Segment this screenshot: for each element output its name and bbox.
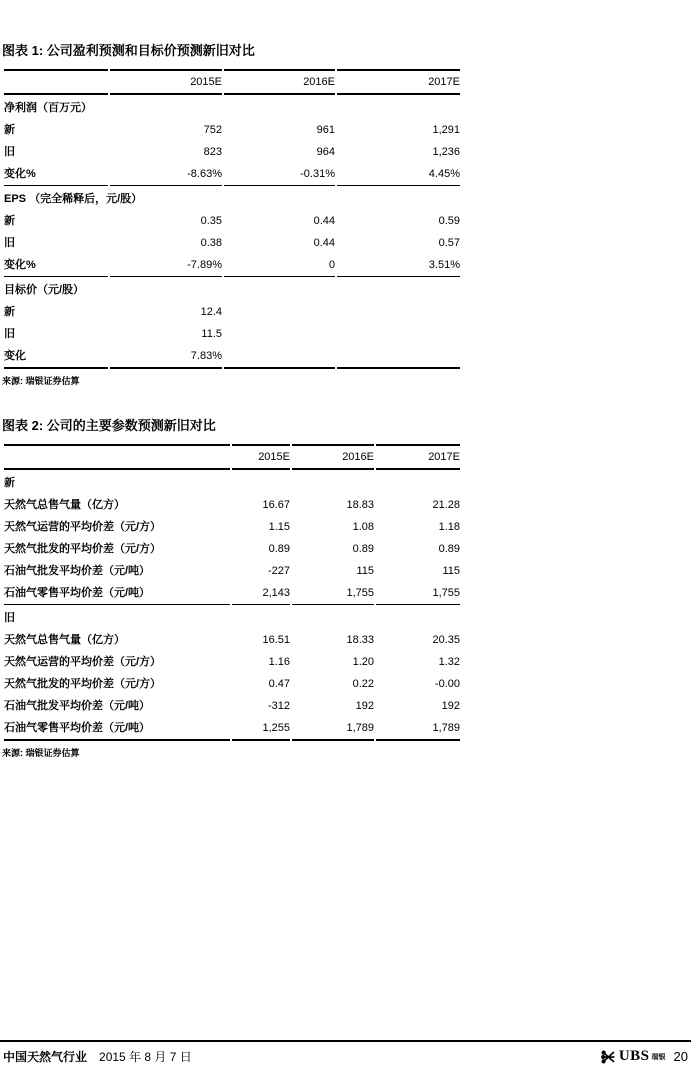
figure1-col-2017e: 2017E [337, 69, 460, 95]
cell-2017e [337, 345, 460, 369]
ubs-logo-text: UBS [618, 1048, 650, 1064]
section-header-row [4, 470, 460, 494]
section-header-old: 旧 [4, 612, 15, 624]
section-header-targetprice: 目标价（元/股） [4, 284, 85, 296]
cell-2017e [337, 301, 460, 323]
table-row [4, 254, 460, 277]
table-row [4, 560, 460, 582]
ubs-three-keys-icon [601, 1050, 616, 1064]
row-label: 旧 [4, 146, 15, 158]
cell-2017e: -0.00 [434, 678, 460, 690]
figure2-section [2, 415, 691, 759]
table-row [4, 119, 460, 141]
table-row [4, 695, 460, 717]
table-row [4, 345, 460, 369]
cell-2017e: 21.28 [432, 499, 460, 511]
table-row [4, 301, 460, 323]
table-row [4, 494, 460, 516]
cell-2017e: 192 [441, 700, 460, 712]
cell-2015e: 1.16 [268, 656, 290, 668]
row-label: 变化% [4, 254, 108, 277]
cell-2015e: -312 [267, 700, 290, 712]
cell-2015e: 12.4 [200, 306, 222, 318]
cell-2017e: 4.45% [337, 163, 460, 186]
page-number: 20 [673, 1049, 688, 1064]
cell-2015e: -7.89% [110, 254, 222, 277]
figure2-table [2, 444, 462, 741]
figure1-col-2016e: 2016E [224, 69, 335, 95]
section-header-row [4, 186, 460, 210]
cell-2016e: 18.83 [346, 499, 374, 511]
cell-2016e [224, 301, 335, 323]
cell-2017e: 1,789 [376, 717, 460, 741]
cell-2016e: 0.44 [313, 215, 335, 227]
cell-2016e: 1,755 [292, 582, 374, 605]
table-row [4, 673, 460, 695]
cell-2016e: 0.22 [352, 678, 374, 690]
table-row [4, 323, 460, 345]
cell-2015e: 0.38 [200, 237, 222, 249]
figure2-col-2017e: 2017E [376, 444, 460, 470]
row-label: 天然气运营的平均价差（元/方） [4, 521, 162, 533]
cell-2016e: 0 [224, 254, 335, 277]
cell-2017e: 0.57 [438, 237, 460, 249]
row-label: 石油气零售平均价差（元/吨） [4, 582, 230, 605]
table-row [4, 516, 460, 538]
figure2-title: 图表 2: 公司的主要参数预测新旧对比 [2, 418, 216, 433]
row-label: 天然气批发的平均价差（元/方） [4, 678, 162, 690]
page-footer [0, 1040, 691, 1065]
table-row [4, 582, 460, 605]
row-label: 新 [4, 306, 15, 318]
figure1-title: 图表 1: 公司盈利预测和目标价预测新旧对比 [2, 43, 255, 58]
figure1-table [2, 69, 462, 369]
figure2-col-2016e: 2016E [292, 444, 374, 470]
empty-header-cell [4, 444, 230, 470]
table-row [4, 717, 460, 741]
table-row [4, 538, 460, 560]
cell-2016e: 192 [355, 700, 374, 712]
cell-2016e: 1,789 [292, 717, 374, 741]
cell-2016e: 961 [316, 124, 335, 136]
row-label: 新 [4, 124, 15, 136]
figure1-section [2, 40, 691, 387]
footer-right [601, 1048, 688, 1065]
figure1-source-note: 来源: 瑞银证券估算 [2, 376, 80, 386]
cell-2015e: 16.67 [262, 499, 290, 511]
cell-2017e: 115 [442, 565, 460, 577]
cell-2015e: 11.5 [201, 328, 222, 340]
cell-2016e: 1.20 [352, 656, 374, 668]
row-label: 天然气批发的平均价差（元/方） [4, 543, 162, 555]
row-label: 旧 [4, 328, 15, 340]
cell-2017e [337, 323, 460, 345]
section-header-row [4, 277, 460, 301]
table-row [4, 651, 460, 673]
figure2-source-note: 来源: 瑞银证券估算 [2, 748, 80, 758]
cell-2015e: -227 [267, 565, 290, 577]
row-label: 石油气批发平均价差（元/吨） [4, 700, 151, 712]
row-label: 天然气运营的平均价差（元/方） [4, 656, 162, 668]
cell-2015e: 1,255 [232, 717, 290, 741]
figure2-col-2015e: 2015E [232, 444, 290, 470]
cell-2017e: 3.51% [337, 254, 460, 277]
cell-2016e [224, 345, 335, 369]
cell-2015e: 16.51 [262, 634, 290, 646]
section-header-netprofit: 净利润（百万元） [4, 102, 92, 114]
cell-2016e: 115 [356, 565, 374, 577]
table-row [4, 141, 460, 163]
figure2-header-row [4, 444, 460, 470]
section-header-new: 新 [4, 477, 15, 489]
cell-2017e: 0.59 [438, 215, 460, 227]
figure1-header-row [4, 69, 460, 95]
cell-2015e: -8.63% [110, 163, 222, 186]
cell-2017e: 1,236 [432, 146, 460, 158]
empty-header-cell [4, 69, 108, 95]
section-header-row [4, 95, 460, 119]
row-label: 石油气批发平均价差（元/吨） [4, 565, 151, 577]
cell-2017e: 1,291 [432, 124, 460, 136]
table-row [4, 210, 460, 232]
row-label: 天然气总售气量（亿方） [4, 634, 125, 646]
cell-2015e: 823 [203, 146, 222, 158]
footer-report-title: 中国天然气行业 [3, 1050, 88, 1064]
section-header-eps: EPS （完全稀释后，元/股） [4, 193, 143, 205]
cell-2016e: 0.44 [313, 237, 335, 249]
cell-2015e: 0.89 [268, 543, 290, 555]
footer-left [3, 1048, 192, 1065]
figure1-col-2015e: 2015E [110, 69, 222, 95]
cell-2015e: 7.83% [110, 345, 222, 369]
footer-date: 2015 年 8 月 7 日 [99, 1050, 192, 1064]
cell-2017e: 1,755 [376, 582, 460, 605]
table-row [4, 232, 460, 254]
cell-2015e: 752 [203, 124, 222, 136]
cell-2016e: 1.08 [352, 521, 374, 533]
row-label: 变化% [4, 163, 108, 186]
row-label: 变化 [4, 345, 108, 369]
cell-2016e [224, 323, 335, 345]
cell-2015e: 0.47 [268, 678, 290, 690]
cell-2016e: 0.89 [352, 543, 374, 555]
row-label: 天然气总售气量（亿方） [4, 499, 125, 511]
row-label: 石油气零售平均价差（元/吨） [4, 717, 230, 741]
row-label: 新 [4, 215, 15, 227]
cell-2015e: 2,143 [232, 582, 290, 605]
cell-2017e: 20.35 [432, 634, 460, 646]
cell-2016e: 964 [316, 146, 335, 158]
cell-2017e: 1.32 [438, 656, 460, 668]
cell-2015e: 1.15 [268, 521, 290, 533]
cell-2015e: 0.35 [200, 215, 222, 227]
cell-2016e: -0.31% [224, 163, 335, 186]
ubs-chinese-label: 瑞银 [651, 1053, 666, 1061]
cell-2016e: 18.33 [346, 634, 374, 646]
table-row [4, 163, 460, 186]
table-row [4, 629, 460, 651]
cell-2017e: 1.18 [438, 521, 460, 533]
row-label: 旧 [4, 237, 15, 249]
cell-2017e: 0.89 [438, 543, 460, 555]
section-header-row [4, 605, 460, 629]
